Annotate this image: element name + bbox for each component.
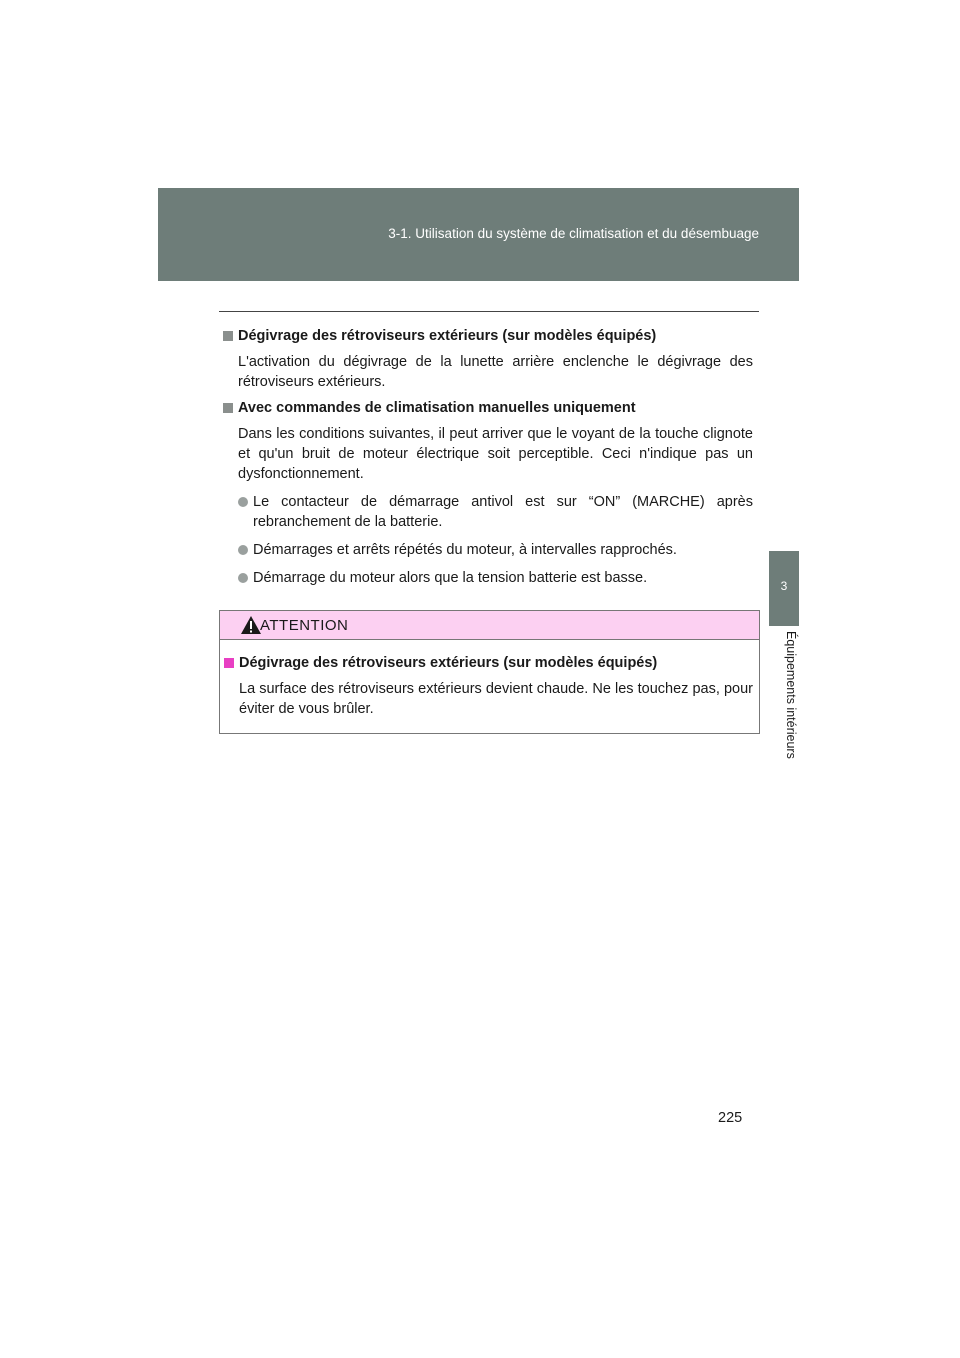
chapter-tab bbox=[769, 551, 799, 626]
warning-text: La surface des rétroviseurs extérieurs devient chaude. Ne les touchez pas, pour éviter de vous brûler. bbox=[239, 681, 753, 717]
list-item-text: Démarrages et arrêts répétés du moteur, à intervalles rapprochés. bbox=[253, 542, 677, 558]
warning-box bbox=[219, 610, 760, 734]
list-item-text: Démarrage du moteur alors que la tension batterie est basse. bbox=[253, 570, 648, 586]
warning-body bbox=[220, 640, 759, 719]
list-item-text: Le contacteur de démarrage antivol est sur “ON” (MARCHE) après rebranchement de la batterie. bbox=[253, 494, 753, 530]
warning-triangle-icon bbox=[240, 615, 262, 635]
warning-heading bbox=[220, 653, 759, 673]
main-content bbox=[219, 326, 759, 596]
list-item bbox=[253, 540, 753, 560]
chapter-title: 3-1. Utilisation du système de climatisation et du désembuage bbox=[388, 226, 759, 241]
warning-header bbox=[220, 611, 759, 640]
round-bullet-icon bbox=[238, 573, 248, 583]
section-heading bbox=[219, 398, 759, 418]
round-bullet-icon bbox=[238, 545, 248, 555]
section-heading bbox=[219, 326, 759, 346]
warning-title: ATTENTION bbox=[260, 617, 349, 634]
section-body: L'activation du dégivrage de la lunette arrière enclenche le dégivrage des rétroviseurs extérieurs. bbox=[238, 354, 753, 390]
section-body: Dans les conditions suivantes, il peut arriver que le voyant de la touche clignote et qu'un bruit de moteur électrique soit perceptible. Ceci n'indique pas un dysfonctionnement. bbox=[238, 426, 753, 482]
list-item bbox=[253, 568, 753, 588]
square-bullet-icon bbox=[224, 658, 234, 668]
page-number: 225 bbox=[718, 1110, 743, 1126]
chapter-header bbox=[158, 188, 799, 281]
chapter-tab-caption: Équipements intérieurs bbox=[784, 631, 798, 759]
section-heading-text: Dégivrage des rétroviseurs extérieurs (sur modèles équipés) bbox=[238, 328, 657, 344]
top-divider bbox=[219, 311, 759, 312]
section-heading-text: Avec commandes de climatisation manuelles uniquement bbox=[238, 400, 636, 416]
round-bullet-icon bbox=[238, 497, 248, 507]
list-item bbox=[253, 492, 753, 532]
chapter-tab-number: 3 bbox=[780, 579, 788, 593]
square-bullet-icon bbox=[223, 331, 233, 341]
warning-heading-text: Dégivrage des rétroviseurs extérieurs (sur modèles équipés) bbox=[239, 655, 658, 671]
square-bullet-icon bbox=[223, 403, 233, 413]
